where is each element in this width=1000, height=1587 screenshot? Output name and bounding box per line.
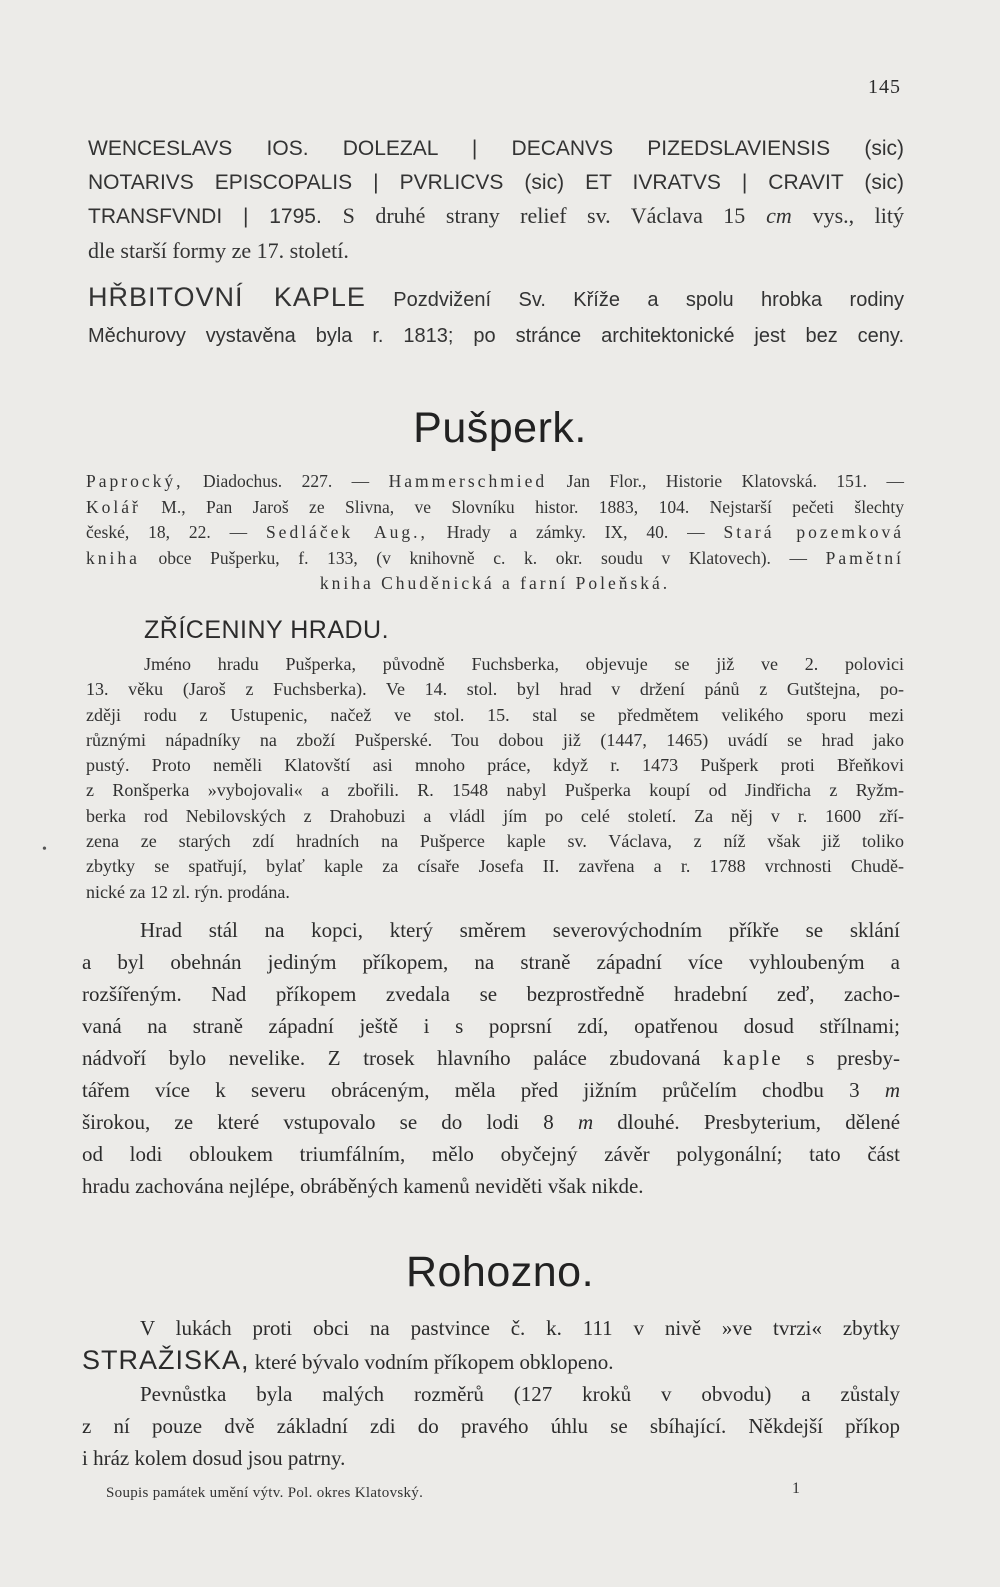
text-line: Hrad stál na kopci, který směrem severovýchodním příkře se sklání	[140, 918, 900, 942]
ref-line: kniha Chuděnická a farní Poleňská.	[319, 573, 671, 593]
inscription-text-end: vys., litý	[812, 203, 905, 228]
text-line	[82, 1344, 900, 1378]
unit-m: m	[884, 1078, 901, 1102]
kaple-caps: HŘBITOVNÍ KAPLE	[88, 282, 366, 312]
text-line: zbytky se spatřují, bylať kaple za císaře Josefa II. zavřena a r. 1788 vrchnosti Chudě-	[86, 856, 904, 877]
text-segment: tářem více k severu obráceným, měla před jižním průčelím chodbu 3	[82, 1078, 860, 1102]
ref-text: M., Pan Jaroš ze Slivna, ve Slovníku histor. 1883, 104. Nejstarší pečeti šlechty	[161, 496, 904, 517]
kaple-line: Měchurovy vystavěna byla r. 1813; po stránce architektonické jest bez ceny.	[88, 325, 904, 347]
ref-text: Diadochus. 227. —	[202, 471, 370, 491]
text-line: hradu zachována nejlépe, obráběných kamenů neviděti však nikde.	[82, 1174, 644, 1198]
text-line: pustý. Proto neměli Klatovští asi mnoho práce, když r. 1473 Pušperk proti Břeňkovi	[86, 755, 904, 776]
text-segment: dlouhé. Presbyterium, dělené	[617, 1110, 901, 1134]
kaple-line	[88, 279, 904, 318]
text-line: i hráz kolem dosud jsou patrny.	[82, 1446, 346, 1470]
ref-text: české, 18, 22. —	[86, 522, 248, 542]
spaced-word: kaple	[723, 1046, 784, 1070]
page-number: 145	[868, 76, 901, 98]
text-segment: s presby-	[806, 1046, 901, 1070]
ref-author: Paprocký,	[86, 471, 184, 491]
subheading-ruins: ZŘÍCENINY HRADU.	[144, 616, 390, 644]
text-line: z ní pouze dvě základní zdi do pravého úhlu se sbíhající. Někdejší příkop	[82, 1414, 900, 1438]
text-segment: širokou, ze které vstupovalo se do lodi 8	[82, 1110, 554, 1134]
text-line: berka rod Nebilovských z Drahobuzi a vládl jím po celé století. Za něj v r. 1600 zří-	[86, 805, 904, 826]
ref-text: obce Pušperku, f. 133, (v knihovně c. k. okr. soudu v Klatovech). —	[158, 547, 808, 568]
ref-text: Hrady a zámky. IX, 40. —	[446, 522, 705, 542]
text-line: a byl obehnán jediným příkopem, na straně západní více vyhloubeným a	[82, 950, 900, 974]
text-line: různými nápadníky na zboží Pušperské. Tou dobou již (1447, 1465) uvádí se hrad jako	[86, 729, 904, 750]
inscription-caps: TRANSFVNDI | 1795.	[88, 205, 322, 228]
unit-cm: cm	[766, 203, 792, 228]
footer-publication: Soupis památek umění výtv. Pol. okres Klatovský.	[106, 1485, 424, 1501]
ref-author: Sedláček Aug.,	[265, 522, 428, 542]
margin-dot: •	[42, 842, 47, 857]
text-line	[82, 1074, 900, 1106]
inscription-text: S druhé strany relief sv. Václava 15	[342, 203, 746, 228]
ref-author: Kolář	[86, 496, 141, 517]
text-line: zději rodu z Ustupenic, načež ve stol. 15. stal se předmětem velikého sporu mezi	[86, 704, 904, 725]
ref-line	[86, 495, 904, 521]
castle-description-paragraph	[82, 914, 900, 1202]
bell-inscription	[88, 132, 904, 267]
inscription-line	[88, 199, 904, 234]
caps-word: STRAŽISKA,	[82, 1345, 250, 1375]
ref-line	[86, 520, 904, 546]
text-line: rozšířeným. Nad příkopem zvedala se bezprostředně hradební zeď, zacho-	[82, 982, 900, 1006]
ref-line	[86, 546, 904, 572]
text-segment: které bývalo vodním příkopem obklopeno.	[254, 1350, 614, 1374]
text-line	[82, 1106, 900, 1138]
text-line: vaná na straně západní ještě i s poprsní zdí, opatřenou dosud střílnami;	[82, 1014, 900, 1038]
kaple-text: Pozdvižení Sv. Kříže a spolu hrobka rodiny	[393, 289, 905, 311]
text-line: Pevnůstka byla malých rozměrů (127 kroků v obvodu) a zůstaly	[140, 1382, 900, 1406]
inscription-line: NOTARIVS EPISCOPALIS | PVRLICVS (sic) ET IVRATVS | CRAVIT (sic)	[88, 170, 904, 194]
rohozno-paragraph	[82, 1312, 900, 1474]
unit-m: m	[577, 1110, 594, 1134]
text-line: od lodi obloukem triumfálním, mělo obyčejný závěr polygonální; tato část	[82, 1142, 900, 1166]
ref-title: kniha	[86, 547, 140, 568]
ref-line	[86, 469, 904, 495]
text-line	[82, 1042, 900, 1074]
ref-title: Pamětní	[825, 547, 905, 568]
section-heading-pusperk: Pušperk.	[413, 404, 587, 452]
text-line: Jméno hradu Pušperka, původně Fuchsberka, objevuje se již ve 2. polovici	[144, 654, 904, 674]
inscription-line: dle starší formy ze 17. století.	[88, 237, 349, 263]
text-line: zena ze starých zdí hradních na Pušperce kaple sv. Václava, z níž však již toliko	[86, 831, 904, 852]
bibliography	[86, 469, 904, 597]
text-line: nické za 12 zl. rýn. prodána.	[86, 881, 290, 902]
footer-signature-number: 1	[792, 1480, 800, 1497]
ref-author: Hammerschmied	[388, 471, 548, 491]
ref-text: Jan Flor., Historie Klatovská. 151. —	[566, 471, 905, 491]
text-line: z Ronšperka »vybojovali« a zbořili. R. 1548 nabyl Pušperka koupí od Jindřicha z Ryžm-	[86, 780, 904, 801]
history-paragraph	[86, 652, 904, 905]
text-line: 13. věku (Jaroš z Fuchsberka). Ve 14. stol. byl hrad v držení pánů z Gutštejna, po-	[86, 679, 904, 700]
text-line: V lukách proti obci na pastvince č. k. 111 v nivě »ve tvrzi« zbytky	[140, 1316, 900, 1340]
section-heading-rohozno: Rohozno.	[405, 1248, 595, 1296]
text-segment: nádvoří bylo nevelike. Z trosek hlavního paláce zbudovaná	[82, 1046, 701, 1070]
inscription-line: WENCESLAVS IOS. DOLEZAL | DECANVS PIZEDSLAVIENSIS (sic)	[88, 137, 904, 160]
cemetery-chapel-paragraph	[88, 279, 904, 354]
ref-title: Stará pozemková	[723, 522, 904, 542]
